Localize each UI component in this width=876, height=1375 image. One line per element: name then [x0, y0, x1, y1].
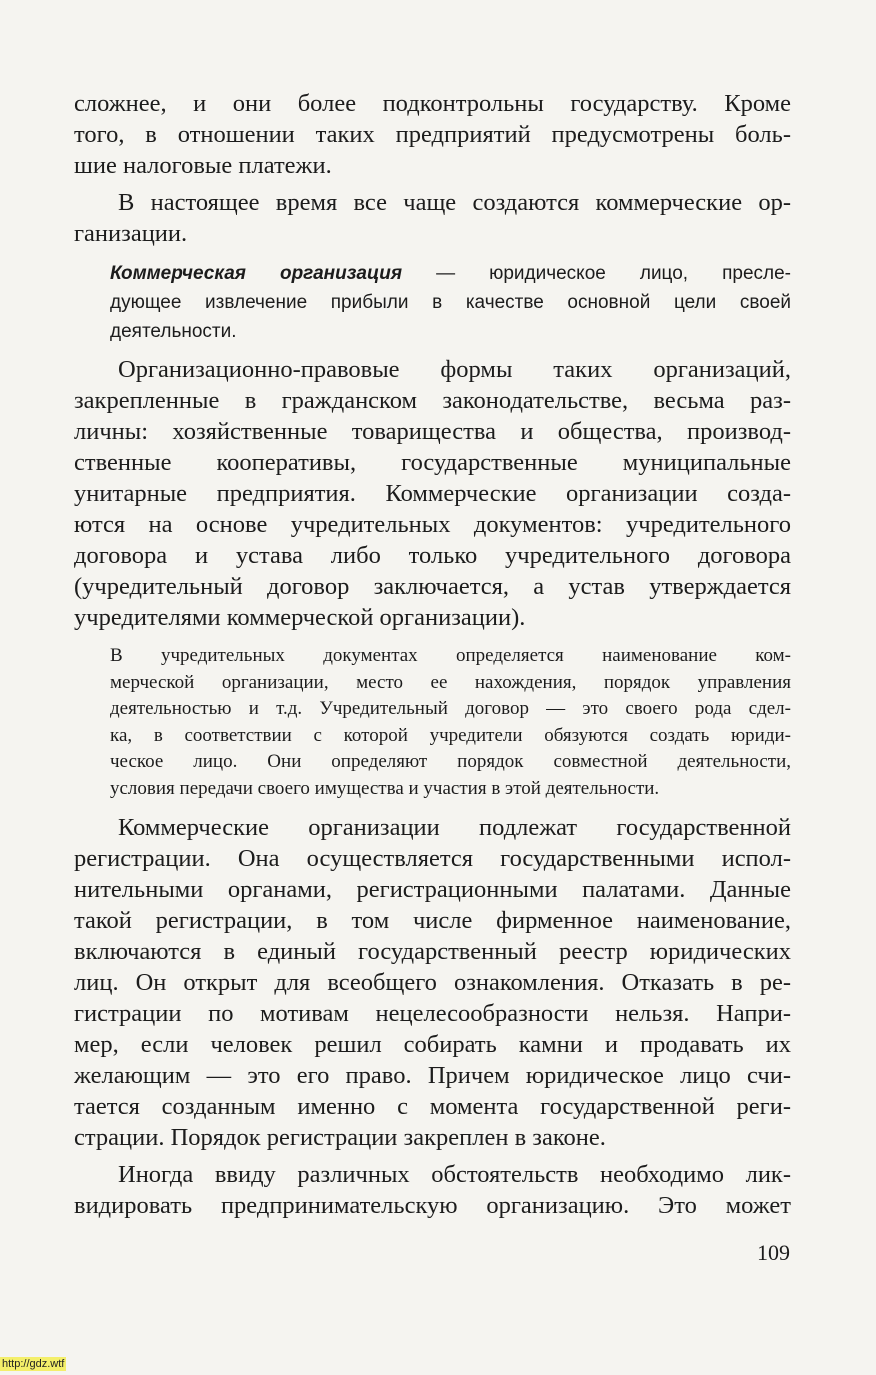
- note-line: условия передачи своего имущества и участия в этой деятельности.: [110, 777, 660, 799]
- text-line: ственные кооперативы, государственные муниципальные: [74, 449, 791, 476]
- note-line: ческое лицо. Они определяют порядок совместной деятельности,: [110, 751, 791, 772]
- definition-line: дующее извлечение прибыли в качестве основной цели своей: [110, 292, 791, 313]
- note-line: деятельностью и т.д. Учредительный договор — это своего рода сдел-: [110, 698, 791, 719]
- text-line: Иногда ввиду различных обстоятельств необходимо лик-: [118, 1161, 791, 1188]
- paragraph: [74, 354, 791, 633]
- text-line: шие налоговые платежи.: [74, 152, 332, 179]
- text-line: лиц. Он открыт для всеобщего ознакомления. Отказать в ре-: [74, 969, 791, 996]
- definition-line: деятельности.: [110, 321, 237, 342]
- text-column: [74, 88, 791, 1227]
- watermark-link[interactable]: http://gdz.wtf: [2, 1358, 65, 1370]
- definition-term: Коммерческая организация: [110, 263, 403, 284]
- text-line: унитарные предприятия. Коммерческие организации созда-: [74, 480, 791, 507]
- note-line: В учредительных документах определяется наименование ком-: [110, 645, 791, 666]
- text-line: закрепленные в гражданском законодательстве, весьма раз-: [74, 387, 791, 414]
- text-line: договора и устава либо только учредительного договора: [74, 542, 791, 569]
- page-number: 109: [757, 1240, 790, 1265]
- text-line: (учредительный договор заключается, а устав утверждается: [74, 573, 791, 600]
- note-block: [74, 643, 791, 802]
- text-line: мер, если человек решил собирать камни и продавать их: [74, 1031, 791, 1058]
- text-line: включаются в единый государственный реестр юридических: [74, 938, 791, 965]
- text-line: ганизации.: [74, 220, 188, 247]
- text-line: такой регистрации, в том числе фирменное наименование,: [74, 907, 791, 934]
- text-line: учредителями коммерческой организации).: [74, 604, 526, 631]
- note-line: мерческой организации, место ее нахождения, порядок управления: [110, 671, 791, 693]
- text-line: того, в отношении таких предприятий предусмотрены боль-: [74, 121, 791, 148]
- text-line: нительными органами, регистрационными палатами. Данные: [74, 876, 791, 903]
- text-line: Коммерческие организации подлежат государственной: [118, 814, 791, 841]
- text-line: регистрации. Она осуществляется государственными испол-: [74, 845, 791, 872]
- text-line: гистрации по мотивам нецелесообразности нельзя. Напри-: [74, 1000, 791, 1027]
- text-line: желающим — это его право. Причем юридическое лицо счи-: [74, 1062, 791, 1089]
- note-line: ка, в соответствии с которой учредители обязуются создать юриди-: [110, 724, 791, 746]
- definition-text: — юридическое лицо, пресле-: [402, 263, 791, 284]
- paragraph: [74, 88, 791, 181]
- text-line: Организационно-правовые формы таких организаций,: [118, 356, 791, 383]
- text-line: страции. Порядок регистрации закреплен в законе.: [74, 1124, 606, 1151]
- paragraph: [74, 1159, 791, 1221]
- text-line: сложнее, и они более подконтрольны государству. Кроме: [74, 90, 791, 117]
- text-line: видировать предпринимательскую организацию. Это может: [74, 1192, 791, 1219]
- definition-block: [74, 259, 791, 346]
- paragraph: [74, 812, 791, 1153]
- paragraph: [74, 187, 791, 249]
- text-line: ются на основе учредительных документов: учредительного: [74, 511, 791, 538]
- text-line: личны: хозяйственные товарищества и общества, производ-: [74, 418, 791, 445]
- text-line: В настоящее время все чаще создаются коммерческие ор-: [118, 189, 791, 216]
- text-line: тается созданным именно с момента государственной реги-: [74, 1093, 791, 1120]
- definition-line: [110, 259, 791, 288]
